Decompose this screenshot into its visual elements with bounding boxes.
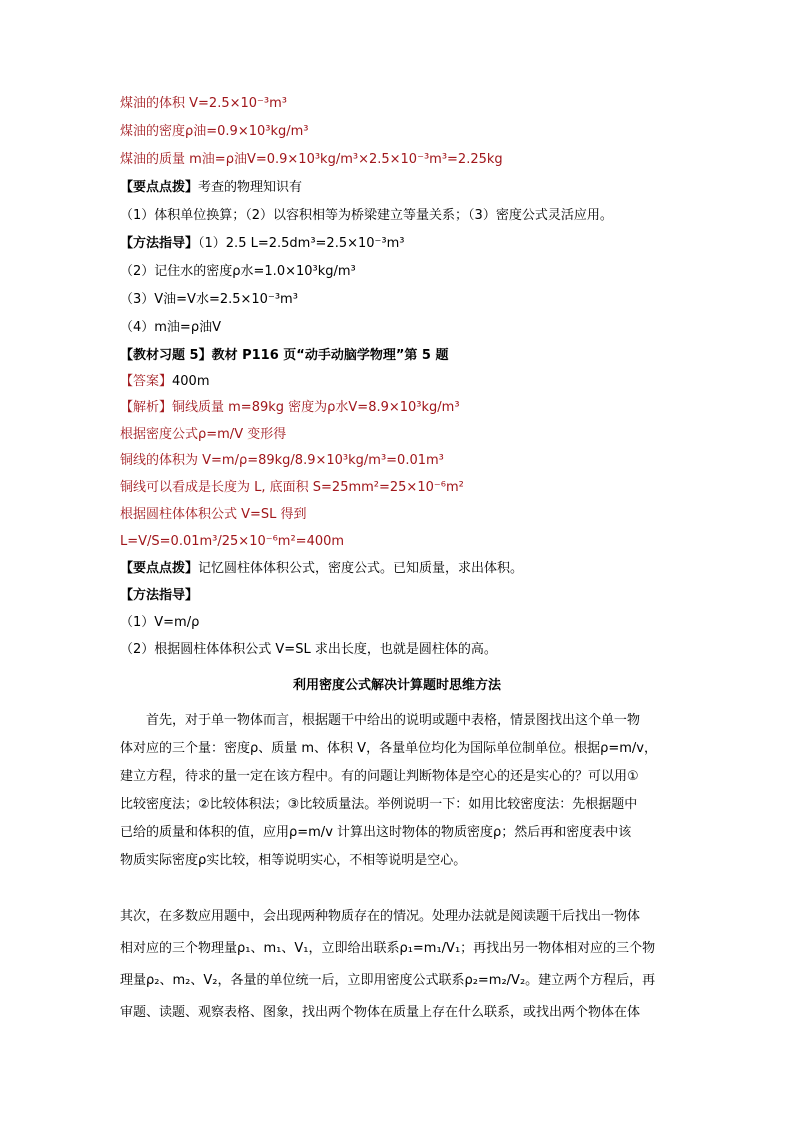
- exercise-heading: [120, 347, 448, 365]
- paragraph-line: 理量ρ₂、m₂、V₂，各量的单位统一后，立即用密度公式联系ρ₂=m₂/V₂。建立两个方程后，再: [120, 973, 656, 988]
- text-line: （1）V=m/ρ: [120, 615, 200, 630]
- method-label: 【方法指导】: [120, 588, 199, 603]
- exercise-text: 教材 P116 页“动手动脑学物理”第 5 题: [211, 348, 449, 363]
- text-line: 铜线可以看成是长度为 L, 底面积 S=25mm²=25×10⁻⁶m²: [120, 480, 464, 495]
- analysis-label: 【解析】: [120, 400, 173, 415]
- method-line: [120, 235, 404, 253]
- paragraph-1: [120, 707, 680, 875]
- paragraph-line: 比较密度法；②比较体积法；③比较质量法。举例说明一下：如用比较密度法：先根据题中: [120, 797, 638, 812]
- method-text: （1）2.5 L=2.5dm³=2.5×10⁻³m³: [198, 236, 405, 251]
- paragraph-line: 物质实际密度ρ实比较，相等说明实心，不相等说明是空心。: [120, 853, 467, 868]
- key-point-label: 【要点点拨】: [120, 180, 199, 195]
- text-line: 煤油的质量 m油=ρ油V=0.9×10³kg/m³×2.5×10⁻³m³=2.25kg: [120, 152, 503, 167]
- analysis-line: [120, 399, 460, 417]
- paragraph-line: 审题、读题、观察表格、图象，找出两个物体在质量上存在什么联系，或找出两个物体在体: [120, 1005, 641, 1020]
- paragraph-line: 已给的质量和体积的值，应用ρ=m/v 计算出这时物体的物质密度ρ；然后再和密度表中该: [120, 825, 632, 840]
- key-point-text: 记忆圆柱体体积公式，密度公式。已知质量，求出体积。: [198, 561, 524, 576]
- answer-label: 【答案】: [120, 374, 173, 389]
- paragraph-line: 相对应的三个物理量ρ₁、m₁、V₁，立即给出联系ρ₁=m₁/V₁；再找出另一物体相对应的三个物: [120, 941, 656, 956]
- text-line: （4）m油=ρ油V: [120, 320, 221, 335]
- section-title: 利用密度公式解决计算题时思维方法: [292, 678, 501, 693]
- paragraph-2: [120, 901, 680, 1029]
- text-line: L=V/S=0.01m³/25×10⁻⁶m²=400m: [120, 534, 345, 549]
- key-point-line: [120, 560, 523, 578]
- text-line: （2）记住水的密度ρ水=1.0×10³kg/m³: [120, 264, 356, 279]
- paragraph-line: 首先，对于单一物体而言，根据题干中给出的说明或题中表格，情景图找出这个单一物: [120, 713, 641, 728]
- text-line: （2）根据圆柱体体积公式 V=SL 求出长度，也就是圆柱体的高。: [120, 642, 497, 657]
- paragraph-line: 建立方程，待求的量一定在该方程中。有的问题让判断物体是空心的还是实心的？可以用①: [120, 769, 639, 784]
- text-line: 煤油的体积 V=2.5×10⁻³m³: [120, 96, 287, 111]
- text-line: （1）体积单位换算；（2）以容积相等为桥梁建立等量关系；（3）密度公式灵活应用。: [120, 208, 613, 223]
- text-line: 铜线的体积为 V=m/ρ=89kg/8.9×10³kg/m³=0.01m³: [120, 453, 444, 468]
- key-point-text: 考查的物理知识有: [198, 180, 303, 195]
- key-point-label: 【要点点拨】: [120, 561, 199, 576]
- text-line: 煤油的密度ρ油=0.9×10³kg/m³: [120, 124, 309, 139]
- text-line: 根据密度公式ρ=m/V 变形得: [120, 427, 287, 442]
- text-line: （3）V油=V水=2.5×10⁻³m³: [120, 292, 298, 307]
- method-label: 【方法指导】: [120, 236, 199, 251]
- paragraph-line: 其次，在多数应用题中，会出现两种物质存在的情况。处理办法就是阅读题干后找出一物体: [120, 909, 641, 924]
- answer-text: 400m: [172, 374, 210, 389]
- answer-line: [120, 373, 210, 391]
- analysis-text: 铜线质量 m=89kg 密度为ρ水V=8.9×10³kg/m³: [172, 400, 460, 415]
- paragraph-line: 体对应的三个量：密度ρ、质量 m、体积 V，各量单位均化为国际单位制单位。根据ρ=m/v，: [120, 741, 657, 756]
- text-line: 根据圆柱体体积公式 V=SL 得到: [120, 507, 307, 522]
- key-point-line: [120, 179, 302, 197]
- exercise-label: 【教材习题 5】: [120, 348, 212, 363]
